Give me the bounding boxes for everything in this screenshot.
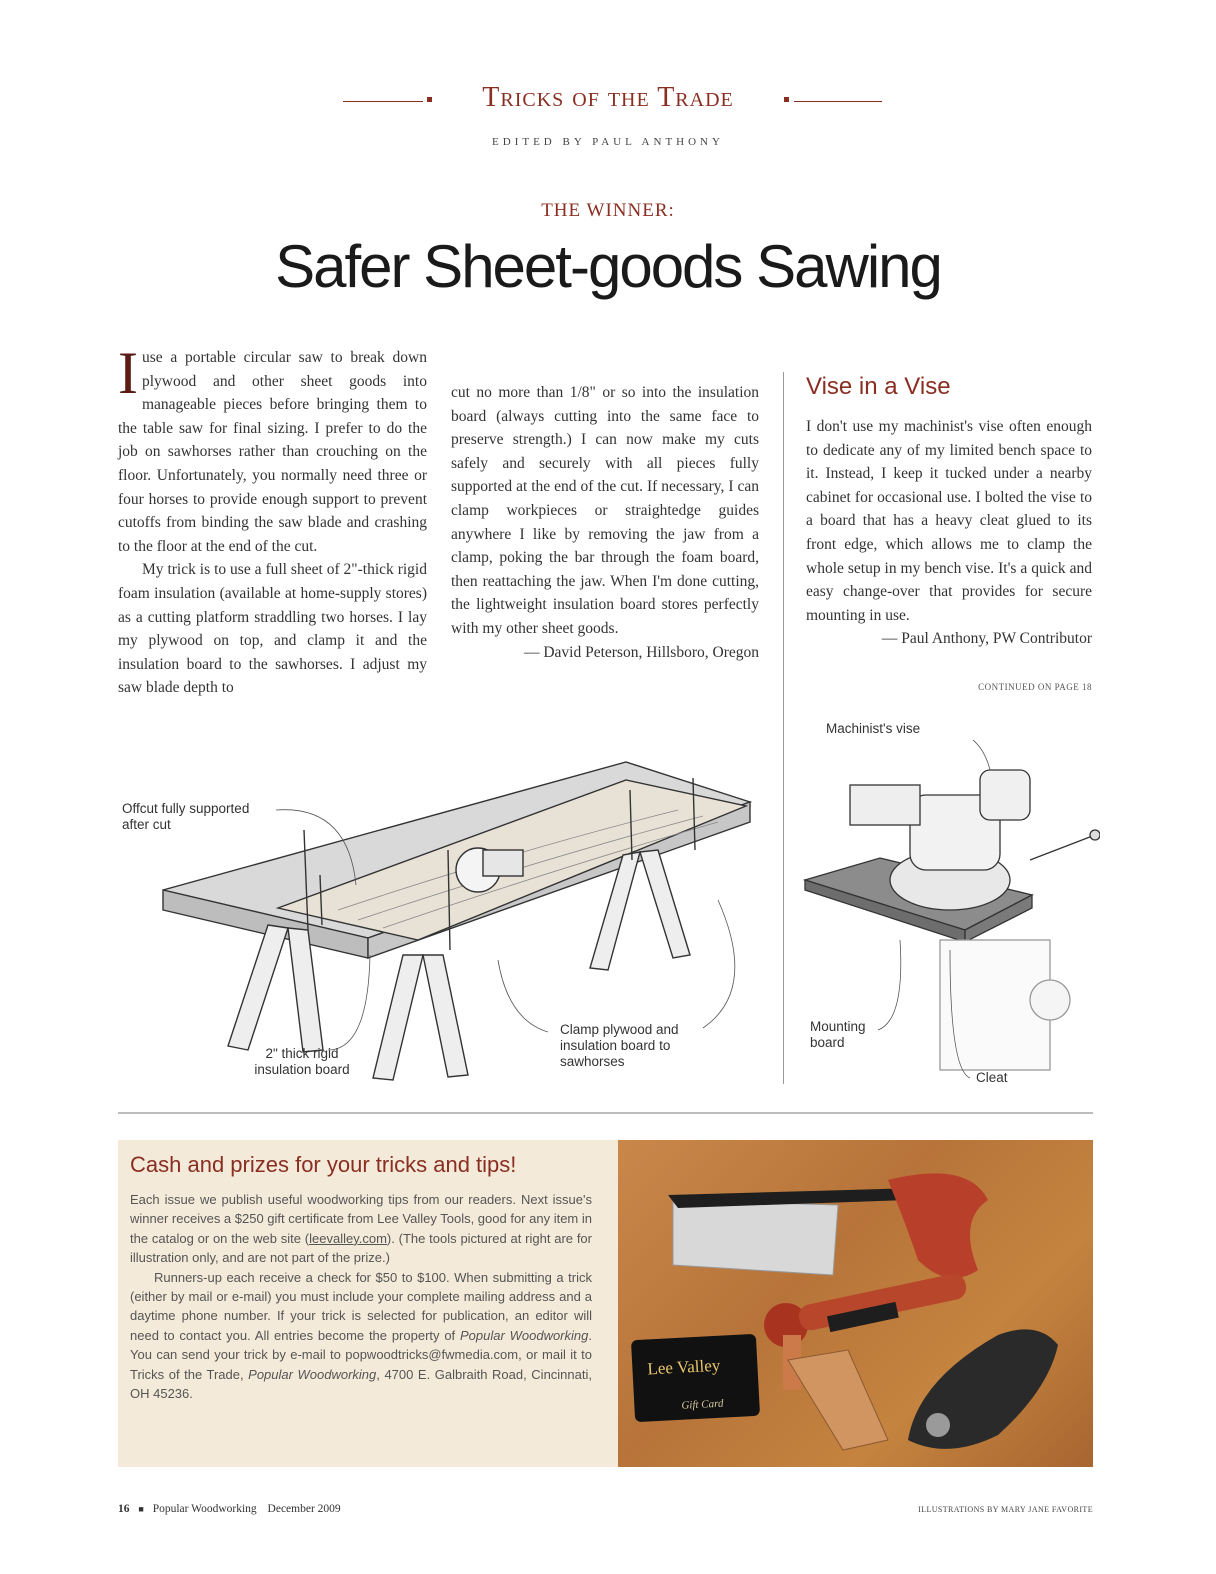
callout-offcut: Offcut fully supported after cut — [122, 801, 250, 832]
prize-paragraph-1: Each issue we publish useful woodworking tips from our readers. Next issue's winner receives a $250 gift certificate from Lee Valley Tools, good for any item in the catalog or on the web site (leevalley.com). (The tools pictured at right are for illustration only, and are not part of the prize.) — [130, 1192, 592, 1266]
dropcap: I — [118, 340, 138, 406]
editor-credit: EDITED BY PAUL ANTHONY — [492, 136, 724, 148]
sidebar-column — [806, 415, 1092, 651]
article-signature: — David Peterson, Hillsboro, Oregon — [523, 643, 759, 661]
page-title: Safer Sheet-goods Sawing — [275, 233, 941, 300]
article-paragraph-1: Iuse a portable circular saw to break down plywood and other sheet goods into manageable pieces before bringing them to the table saw for final sizing. I prefer to do the job on sawhorses rather than crouching on the floor. Unfortunately, you normally need three or four horses to provide enough support to prevent cutoffs from binding the saw blade and crashing to the floor at the end of the cut. — [118, 340, 427, 555]
tools-photo — [618, 1140, 1093, 1467]
folio — [118, 1503, 341, 1515]
prize-title: Cash and prizes for your tricks and tips! — [130, 1152, 517, 1177]
callout-mounting-board: Mounting board — [810, 1019, 866, 1050]
gift-card-brand: Lee Valley — [646, 1355, 721, 1379]
issue-date: December 2009 — [267, 1503, 341, 1515]
magazine-name: Popular Woodworking — [152, 1503, 257, 1515]
article-column-1 — [118, 340, 427, 700]
section-title: Tricks of the Trade — [482, 82, 734, 113]
article-paragraph-2: My trick is to use a full sheet of 2"-thick rigid foam insulation (available at home-supply stores) as a cutting platform straddling two horses. I lay my plywood on top, and clamp it and the insulation board to the sawhorses. I adjust my saw blade depth to — [118, 561, 427, 697]
column-divider — [783, 372, 784, 1084]
continued-note: CONTINUED ON PAGE 18 — [978, 682, 1092, 692]
article-paragraph-3: cut no more than 1/8" or so into the insulation board (always cutting into the same face to preserve strength.) I can now make my cuts safely and securely with all pieces fully supported at the end of the cut. If necessary, I can clamp workpieces or straightedge guides anywhere I like by removing the jaw from a clamp, poking the bar through the foam board, then reattaching the jaw. When I'm done cutting, the lightweight insulation board stores perfectly with my other sheet goods. — [451, 384, 759, 637]
sidebar-body: I don't use my machinist's vise often enough to dedicate any of my limited bench space to it. Instead, I keep it tucked under a nearby cabinet for occasional use. I bolted the vise to a board that has a heavy cleat glued to its front edge, which allows me to clamp the whole setup in my bench vise. It's a quick and easy change-over that provides for secure mounting in use. — [806, 418, 1092, 624]
callout-machinists-vise: Machinist's vise — [826, 721, 921, 736]
callout-foam-board: 2" thick rigid insulation board — [254, 1046, 350, 1077]
tools-photo-drawing — [618, 1140, 1093, 1467]
leevalley-link[interactable]: leevalley.com — [309, 1230, 387, 1246]
gift-card-label: Gift Card — [681, 1397, 724, 1412]
page-number: 16 — [118, 1503, 130, 1515]
prize-body — [130, 1190, 592, 1403]
prize-paragraph-2: Runners-up each receive a check for $50 to $100. When submitting a trick (either by mail or e-mail) you must include your complete mailing address and a daytime phone number. If your trick is selected for publication, an editor will need to contact you. All entries become the property of Popular Woodworking. You can send your trick by e-mail to popwoodtricks@fwmedia.com, or mail it to Tricks of the Trade, Popular Woodworking, 4700 E. Galbraith Road, Cincinnati, OH 45236. — [130, 1269, 592, 1402]
callout-clamp: Clamp plywood and insulation board to sawhorses — [560, 1022, 679, 1069]
section-divider — [118, 1112, 1093, 1114]
article-column-2 — [451, 381, 759, 664]
sidebar-title: Vise in a Vise — [806, 373, 951, 400]
folio-separator: ■ — [138, 1504, 144, 1514]
sidebar-signature: — Paul Anthony, PW Contributor — [881, 630, 1092, 648]
illustration-credit: ILLUSTRATIONS BY MARY JANE FAVORITE — [918, 1505, 1093, 1514]
callout-cleat: Cleat — [976, 1070, 1008, 1085]
kicker: THE WINNER: — [541, 200, 675, 221]
